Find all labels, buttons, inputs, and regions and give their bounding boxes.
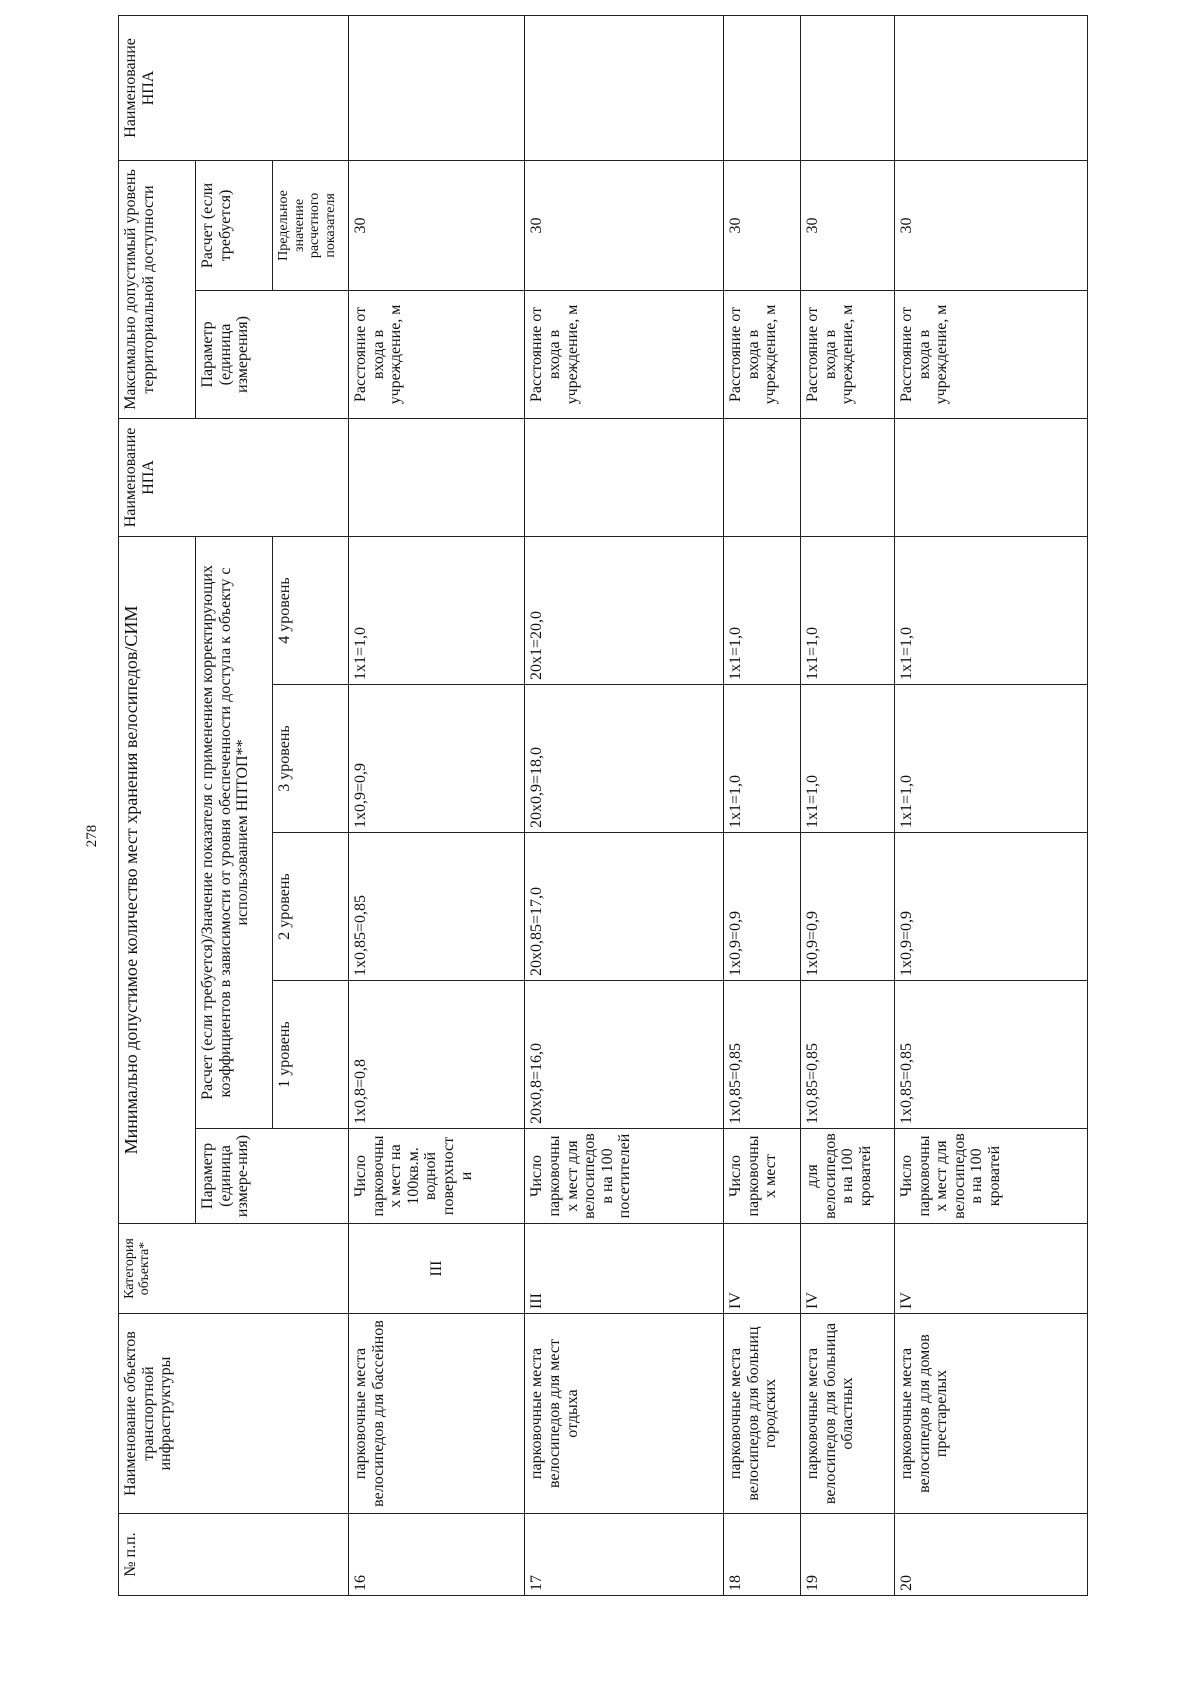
row-level4: 1х1=1,0 [349,536,525,684]
row-level1: 1х0,85=0,85 [724,981,801,1129]
row-level1: 1х0,85=0,85 [894,981,1087,1129]
row-npa2 [349,15,525,160]
row-max-param: Расстояние от входа в учреждение, м [724,290,801,418]
header-min-group: Минимально допустимое количество мест хранения велосипедов/СИМ [119,536,196,1223]
header-max-calc: Расчет (если требуется) [196,160,273,290]
row-name: парковочные места велосипедов для бассейнов [349,1314,525,1514]
row-num: 18 [724,1514,801,1596]
header-level3: 3 уровень [273,685,349,833]
row-level4: 1х1=1,0 [894,536,1087,684]
row-category: IV [894,1224,1087,1314]
row-param: Число парковочных мест для велосипедов в на 100 кроватей [894,1129,1087,1224]
row-npa2 [801,15,895,160]
row-param: Число парковочных мест для велосипедов в на 100 посетителей [525,1129,724,1224]
header-max-param: Параметр (единица измерения) [196,290,349,418]
row-level4: 1х1=1,0 [801,536,895,684]
header-name: Наименование объектов транспортной инфраструктуры [119,1314,349,1514]
row-level2: 1х0,9=0,9 [724,833,801,981]
row-max-limit: 30 [349,160,525,290]
row-level3: 1х1=1,0 [724,685,801,833]
row-max-param: Расстояние от входа в учреждение, м [349,290,525,418]
row-npa2 [525,15,724,160]
page-number: 278 [84,824,100,848]
row-level4: 1х1=1,0 [724,536,801,684]
row-max-param: Расстояние от входа в учреждение, м [801,290,895,418]
header-level2: 2 уровень [273,833,349,981]
row-level3: 1х1=1,0 [894,685,1087,833]
row-npa2 [894,15,1087,160]
row-level1: 20х0,8=16,0 [525,981,724,1129]
row-level3: 20х0,9=18,0 [525,685,724,833]
table-row [894,15,1087,1595]
row-category: IV [801,1224,895,1314]
table-row [525,15,724,1595]
row-num: 20 [894,1514,1087,1596]
header-level1: 1 уровень [273,981,349,1129]
row-name: парковочные места велосипедов для домов престарелых [894,1314,1087,1514]
row-npa1 [525,418,724,536]
row-param: для велосипедов в на 100 кроватей [801,1129,895,1224]
rotated-table-wrapper [118,36,1088,1596]
header-max-group: Максимально допустимый уровень территориальной доступности [119,160,196,418]
row-max-param: Расстояние от входа в учреждение, м [525,290,724,418]
table-row [801,15,895,1595]
row-name: парковочные места велосипедов для мест отдыха [525,1314,724,1514]
row-npa1 [801,418,895,536]
header-level4: 4 уровень [273,536,349,684]
row-npa1 [724,418,801,536]
row-level1: 1х0,8=0,8 [349,981,525,1129]
row-level3: 1х0,9=0,9 [349,685,525,833]
row-level2: 1х0,85=0,85 [349,833,525,981]
row-level3: 1х1=1,0 [801,685,895,833]
table-row [349,15,525,1595]
row-name: парковочные места велосипедов для больниц городских [724,1314,801,1514]
row-num: 16 [349,1514,525,1596]
header-num: № п.п. [119,1514,349,1596]
header-param: Параметр (единица измере-ния) [196,1129,349,1224]
row-param: Число парковочных мест [724,1129,801,1224]
row-num: 17 [525,1514,724,1596]
row-level2: 1х0,9=0,9 [801,833,895,981]
row-name: парковочные места велосипедов для больница областных [801,1314,895,1514]
row-level2: 20х0,85=17,0 [525,833,724,981]
row-npa1 [894,418,1087,536]
row-level2: 1х0,9=0,9 [894,833,1087,981]
row-category: IV [724,1224,801,1314]
row-npa2 [724,15,801,160]
row-max-limit: 30 [525,160,724,290]
row-level1: 1х0,85=0,85 [801,981,895,1129]
header-max-limit: Предельное значение расчетного показателя [273,160,349,290]
standards-table [118,15,1088,1596]
table-row [724,15,801,1595]
row-num: 19 [801,1514,895,1596]
row-category: III [525,1224,724,1314]
row-max-param: Расстояние от входа в учреждение, м [894,290,1087,418]
row-max-limit: 30 [801,160,895,290]
header-calc: Расчет (если требуется)/Значение показателя с применением корректирующих коэффициентов в зависимости от уровня обеспеченности доступа к объекту с использованием НПТОП** [196,536,273,1128]
row-category: III [349,1224,525,1314]
row-npa1 [349,418,525,536]
row-level4: 20х1=20,0 [525,536,724,684]
row-max-limit: 30 [724,160,801,290]
header-category: Категория объекта* [119,1224,349,1314]
row-param: Число парковочных мест на 100кв.м. водной поверхности [349,1129,525,1224]
row-max-limit: 30 [894,160,1087,290]
header-npa1: Наименование НПА [119,418,349,536]
header-npa2: Наименование НПА [119,15,349,160]
